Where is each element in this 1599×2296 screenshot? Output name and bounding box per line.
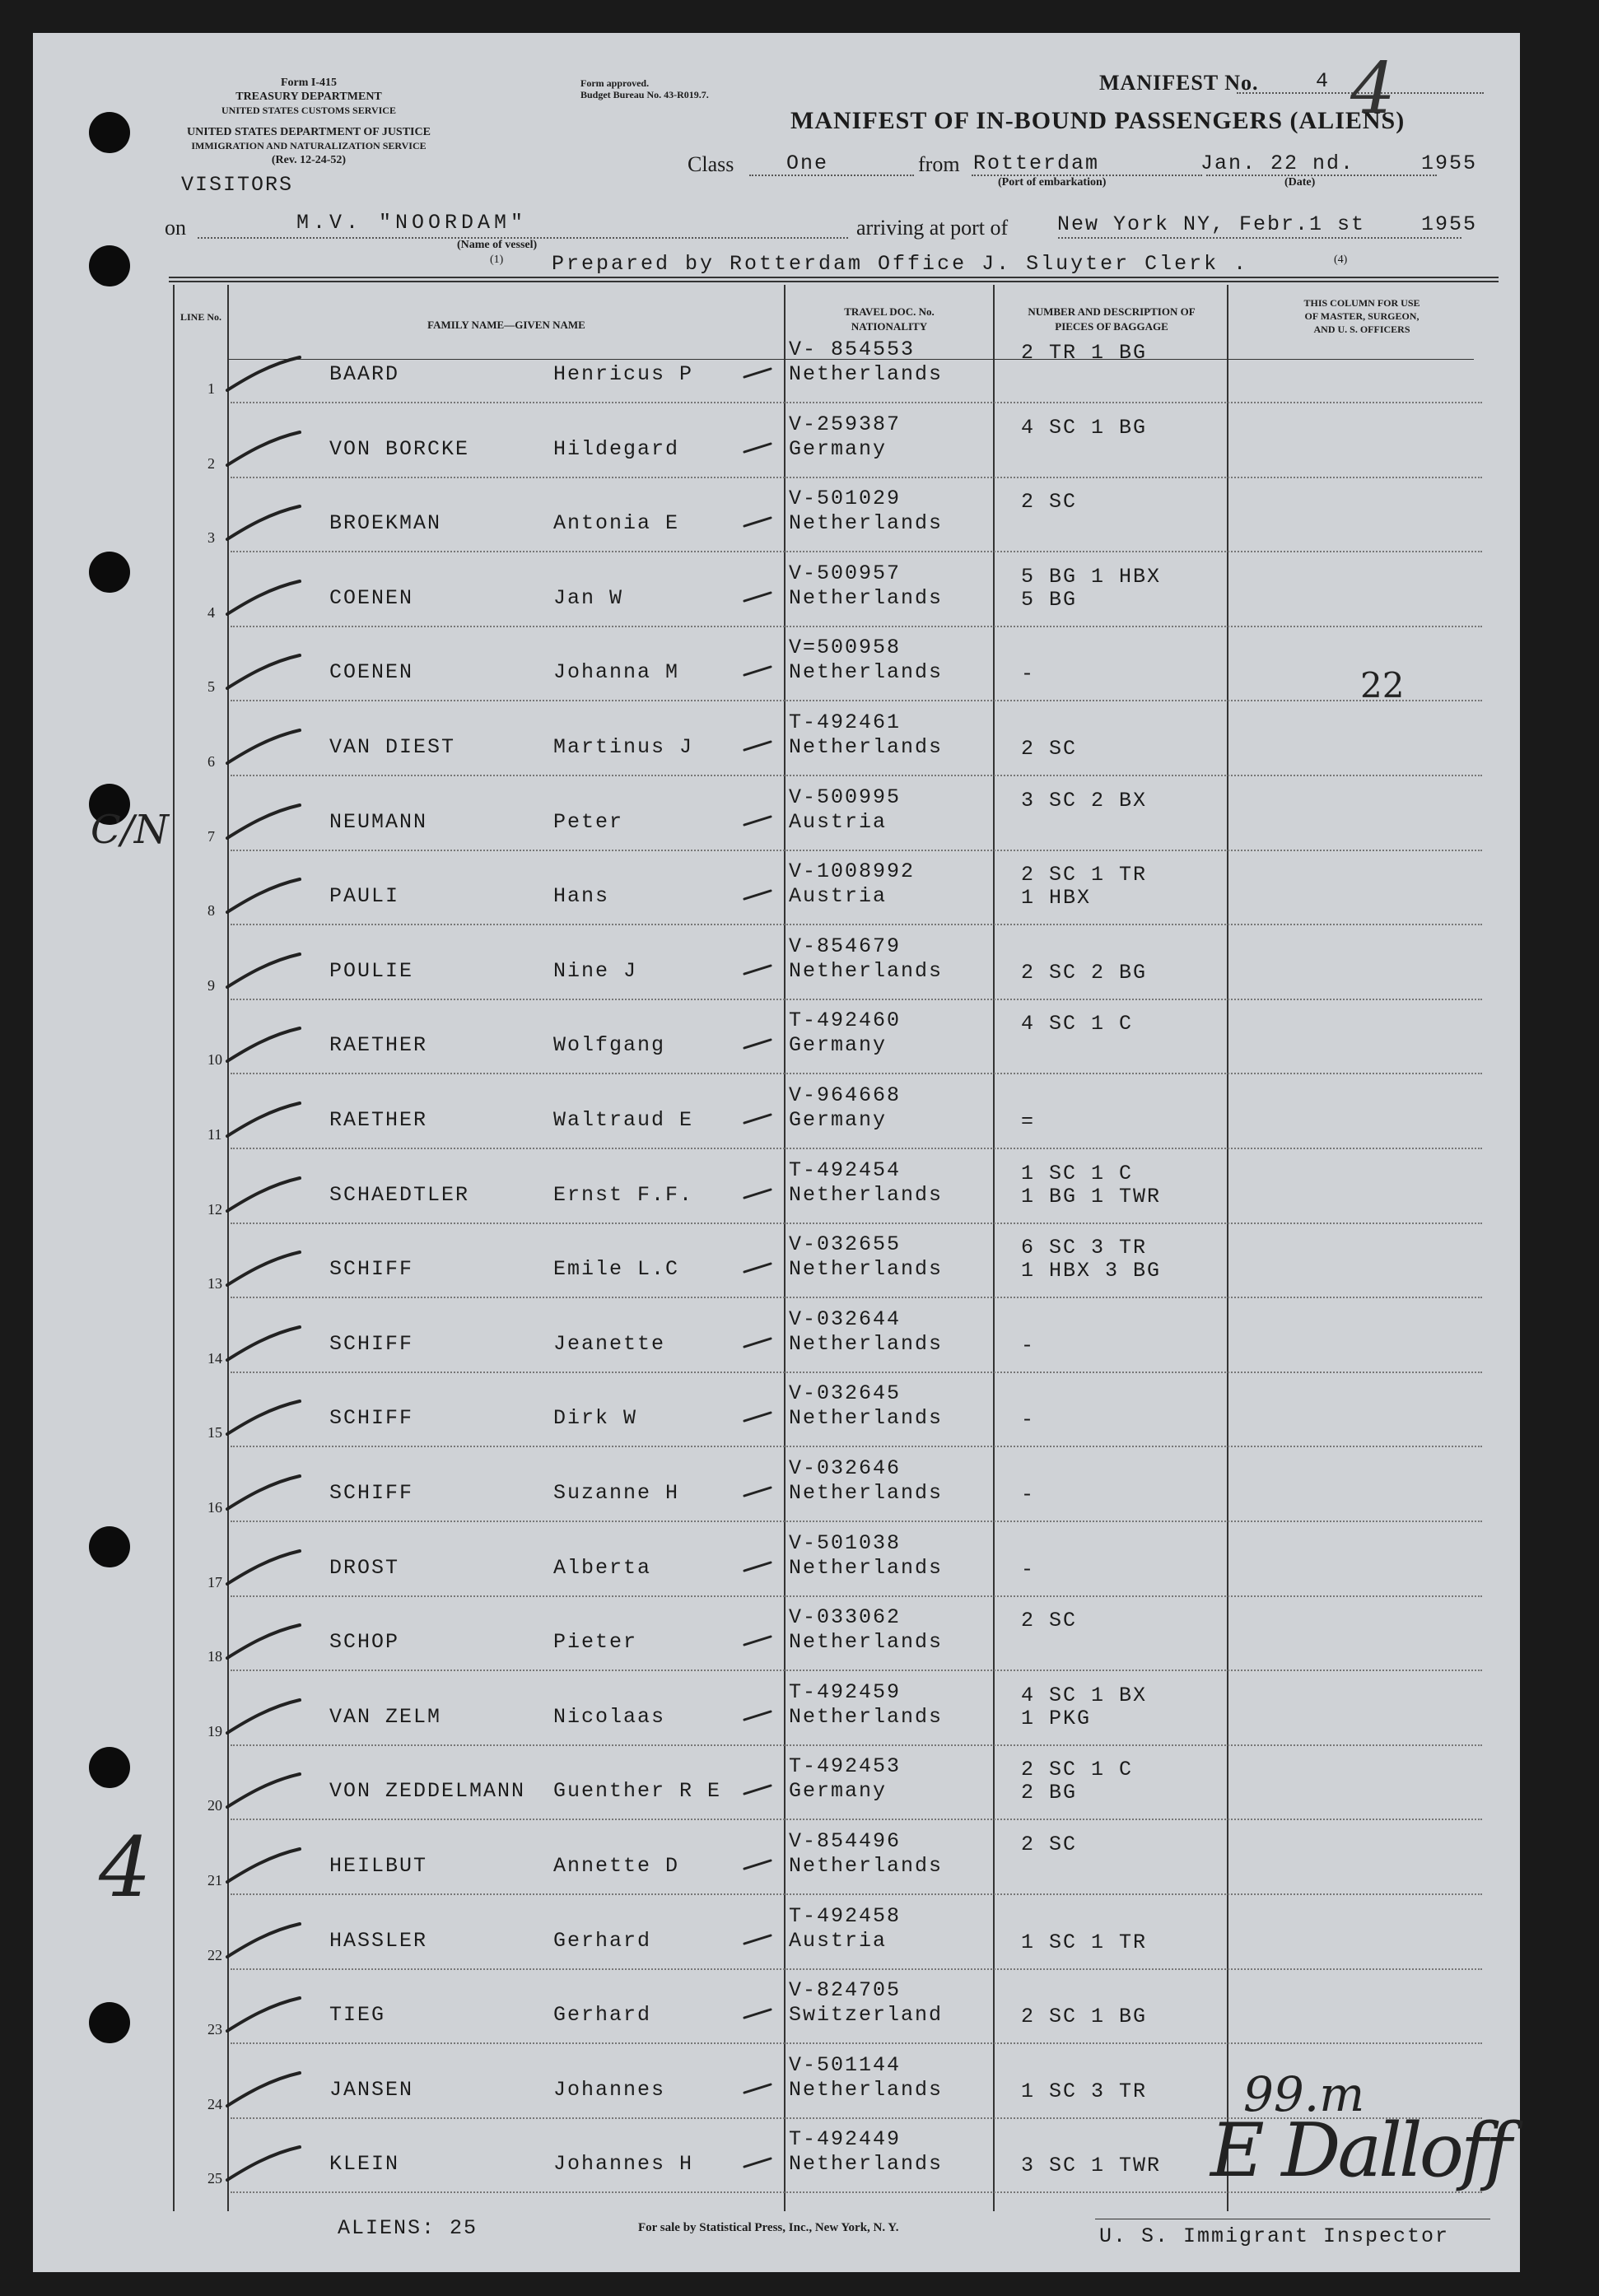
given-name: Dirk W: [553, 1406, 638, 1431]
table-row: [33, 1896, 1499, 1970]
family-name: PAULI: [329, 884, 400, 909]
nationality: Netherlands: [789, 660, 944, 685]
given-name: Alberta: [553, 1555, 652, 1580]
signature-initials: 99.m: [1243, 2066, 1365, 2122]
family-name: SCHIFF: [329, 1406, 414, 1431]
baggage-line-1: 6 SC 3 TR: [1021, 1236, 1148, 1260]
check-mark-icon: [221, 1398, 303, 1439]
check-mark-icon: [221, 429, 303, 470]
table-row: [33, 702, 1499, 776]
table-row: [33, 1150, 1499, 1224]
travel-doc-number: V=500958: [789, 636, 902, 660]
dash-mark-icon: [741, 1556, 774, 1576]
dash-mark-icon: [741, 1183, 774, 1203]
line-number: 22: [207, 1946, 222, 1963]
dash-mark-icon: [741, 1257, 774, 1277]
given-name: Johannes H: [553, 2152, 694, 2177]
baggage-line-2: -: [1021, 662, 1036, 687]
given-name: Pieter: [553, 1630, 638, 1655]
family-name: SCHOP: [329, 1630, 400, 1655]
given-name: Henricus P: [553, 362, 694, 386]
check-mark-icon: [221, 2070, 303, 2111]
col-line-no: LINE No.: [179, 311, 221, 323]
dash-mark-icon: [741, 959, 774, 979]
line-number: 2: [207, 454, 215, 472]
travel-doc-number: V-032646: [789, 1456, 902, 1480]
nationality: Netherlands: [789, 958, 944, 983]
travel-doc-number: V-032645: [789, 1381, 902, 1406]
travel-doc-number: V-501029: [789, 487, 902, 511]
line-number: 23: [207, 2021, 222, 2038]
family-name: TIEG: [329, 2003, 386, 2028]
dash-mark-icon: [741, 660, 774, 680]
given-name: Gerhard: [553, 1928, 652, 1953]
footnote-4: (4): [1334, 254, 1348, 266]
nationality: Netherlands: [789, 511, 944, 536]
check-mark-icon: [221, 2144, 303, 2185]
customs-service: UNITED STATES CUSTOMS SERVICE: [221, 105, 396, 116]
family-name: HASSLER: [329, 1928, 428, 1953]
baggage-line-1: 4 SC 1 BX: [1021, 1683, 1148, 1707]
manifest-page: [33, 33, 1520, 2272]
nationality: Switzerland: [789, 2003, 944, 2028]
family-name: NEUMANN: [329, 809, 428, 834]
given-name: Gerhard: [553, 2003, 652, 2028]
nationality: Netherlands: [789, 2152, 944, 2177]
arrival-year: 1955: [1421, 212, 1478, 236]
arriving-label: arriving at port of: [856, 216, 1009, 240]
check-mark-icon: [221, 1846, 303, 1887]
given-name: Johanna M: [553, 660, 680, 685]
dash-mark-icon: [741, 1108, 774, 1128]
aliens-total: ALIENS: 25: [338, 2216, 478, 2240]
table-row: [33, 1448, 1499, 1522]
line-number: 6: [207, 753, 215, 770]
manifest-number: 4: [1316, 69, 1331, 93]
table-row: [33, 1299, 1499, 1373]
line-number: 17: [207, 1573, 222, 1590]
dash-mark-icon: [741, 1481, 774, 1501]
given-name: Emile L.C: [553, 1257, 680, 1282]
line-number: 14: [207, 1349, 222, 1367]
given-name: Suzanne H: [553, 1481, 680, 1505]
dash-mark-icon: [741, 1779, 774, 1799]
dash-mark-icon: [741, 1705, 774, 1725]
given-name: Jan W: [553, 585, 624, 610]
family-name: SCHIFF: [329, 1257, 414, 1282]
line-number: 20: [207, 1797, 222, 1814]
travel-doc-number: V-033062: [789, 1605, 902, 1630]
baggage-line-2: -: [1021, 1408, 1036, 1432]
dash-mark-icon: [741, 362, 774, 382]
table-row: [33, 777, 1499, 851]
dash-mark-icon: [741, 437, 774, 457]
check-mark-icon: [221, 578, 303, 619]
nationality: Netherlands: [789, 1406, 944, 1431]
baggage-line-1: 2 TR 1 BG: [1021, 341, 1148, 365]
given-name: Peter: [553, 809, 624, 834]
baggage-line-2: 1 PKG: [1021, 1706, 1092, 1730]
family-name: VON ZEDDELMANN: [329, 1779, 526, 1804]
dash-mark-icon: [741, 2078, 774, 2098]
check-mark-icon: [221, 1921, 303, 1962]
baggage-line-2: =: [1021, 1110, 1036, 1134]
col-name: FAMILY NAME—GIVEN NAME: [427, 319, 585, 331]
baggage-line-2: -: [1021, 1333, 1036, 1358]
nationality: Netherlands: [789, 735, 944, 759]
printer-note: For sale by Statistical Press, Inc., New York, N. Y.: [638, 2221, 899, 2234]
inspector-title: U. S. Immigrant Inspector: [1099, 2224, 1450, 2248]
travel-doc-number: V-854496: [789, 1829, 902, 1853]
dash-mark-icon: [741, 511, 774, 531]
table-row: [33, 926, 1499, 1000]
port-of-embarkation: Rotterdam: [973, 151, 1100, 175]
baggage-line-1: 4 SC 1 C: [1021, 1012, 1134, 1036]
nationality: Germany: [789, 1779, 888, 1804]
footnote-1: (1): [490, 254, 504, 266]
dash-mark-icon: [741, 2152, 774, 2172]
baggage-line-2: 2 SC 2 BG: [1021, 960, 1148, 985]
family-name: RAETHER: [329, 1108, 428, 1132]
line-number: 10: [207, 1051, 222, 1069]
line-number: 8: [207, 902, 215, 920]
col-baggage: NUMBER AND DESCRIPTION OF PIECES OF BAGGAGE: [1028, 305, 1196, 333]
family-name: JANSEN: [329, 2077, 414, 2102]
form-approved: Form approved. Budget Bureau No. 43-R019.7.: [580, 77, 709, 100]
nationality: Netherlands: [789, 585, 944, 610]
given-name: Guenther R E: [553, 1779, 722, 1804]
dash-mark-icon: [741, 884, 774, 904]
travel-doc-number: T-492458: [789, 1903, 902, 1928]
table-row: [33, 329, 1499, 403]
family-name: BAARD: [329, 362, 400, 386]
baggage-line-2: -: [1021, 1557, 1036, 1581]
travel-doc-number: T-492459: [789, 1679, 902, 1704]
travel-doc-number: T-492453: [789, 1754, 902, 1779]
check-mark-icon: [221, 1249, 303, 1290]
check-mark-icon: [221, 802, 303, 843]
nationality: Germany: [789, 1033, 888, 1058]
baggage-line-2: 3 SC 1 TWR: [1021, 2154, 1162, 2178]
officer-note-22: 22: [1360, 665, 1405, 706]
given-name: Waltraud E: [553, 1108, 694, 1132]
baggage-line-1: 5 BG 1 HBX: [1021, 564, 1162, 589]
given-name: Wolfgang: [553, 1033, 666, 1058]
check-mark-icon: [221, 1324, 303, 1365]
line-number: 13: [207, 1275, 222, 1292]
vessel-caption: (Name of vessel): [457, 239, 538, 251]
family-name: KLEIN: [329, 2152, 400, 2177]
check-mark-icon: [221, 1548, 303, 1589]
check-mark-icon: [221, 1100, 303, 1141]
family-name: COENEN: [329, 660, 414, 685]
check-mark-icon: [221, 1995, 303, 2036]
baggage-line-2: 1 HBX 3 BG: [1021, 1259, 1162, 1283]
dash-mark-icon: [741, 735, 774, 755]
departure-year: 1955: [1421, 151, 1478, 175]
nationality: Netherlands: [789, 362, 944, 386]
travel-doc-number: T-492461: [789, 710, 902, 734]
table-row: [33, 1224, 1499, 1298]
baggage-line-1: 2 SC: [1021, 490, 1078, 515]
baggage-line-1: 4 SC 1 BG: [1021, 415, 1148, 440]
given-name: Jeanette: [553, 1331, 666, 1356]
from-label: from: [918, 152, 960, 176]
given-name: Ernst F.F.: [553, 1182, 694, 1207]
dash-mark-icon: [741, 586, 774, 606]
given-name: Martinus J: [553, 735, 694, 759]
table-row: [33, 627, 1499, 701]
dash-mark-icon: [741, 1854, 774, 1874]
line-number: 1: [207, 380, 215, 397]
family-name: BROEKMAN: [329, 511, 442, 536]
line-number: 7: [207, 827, 215, 845]
line-number: 18: [207, 1648, 222, 1665]
nationality: Netherlands: [789, 1555, 944, 1580]
table-row: [33, 1523, 1499, 1597]
justice-dept: UNITED STATES DEPARTMENT OF JUSTICE IMMIGRATION AND NATURALIZATION SERVICE (Rev. 12-24-52): [187, 126, 431, 166]
form-number: Form I-415 TREASURY DEPARTMENT UNITED STATES CUSTOMS SERVICE: [198, 76, 420, 118]
line-number: 9: [207, 976, 215, 994]
given-name: Nicolaas: [553, 1704, 666, 1729]
table-row: [33, 1970, 1499, 2044]
travel-doc-number: V-500995: [789, 785, 902, 809]
baggage-line-2: -: [1021, 1483, 1036, 1507]
check-mark-icon: [221, 1771, 303, 1812]
baggage-line-2: 2 BG: [1021, 1781, 1078, 1805]
table-row: [33, 1597, 1499, 1671]
baggage-line-1: 2 SC 1 C: [1021, 1758, 1134, 1782]
port-caption: (Port of embarkation): [998, 176, 1107, 189]
check-mark-icon: [221, 1473, 303, 1514]
date-caption: (Date): [1284, 176, 1316, 189]
baggage-line-2: 2 SC: [1021, 737, 1078, 761]
line-number: 4: [207, 603, 215, 621]
line-number: 11: [207, 1126, 222, 1143]
line-number: 24: [207, 2095, 222, 2112]
given-name: Annette D: [553, 1854, 680, 1878]
check-mark-icon: [221, 503, 303, 544]
nationality: Netherlands: [789, 1481, 944, 1505]
check-mark-icon: [221, 652, 303, 693]
nationality: Netherlands: [789, 1331, 944, 1356]
inspector-signature: E Dalloff: [1210, 2107, 1509, 2194]
family-name: POULIE: [329, 958, 414, 983]
visitors-label: VISITORS: [181, 173, 294, 197]
table-row: [33, 404, 1499, 478]
table-row: [33, 1821, 1499, 1895]
family-name: RAETHER: [329, 1033, 428, 1058]
family-name: COENEN: [329, 585, 414, 610]
class-label: Class: [688, 152, 734, 176]
nationality: Netherlands: [789, 1630, 944, 1655]
table-row: [33, 1075, 1499, 1149]
family-name: VAN DIEST: [329, 735, 456, 759]
departure-date: Jan. 22 nd.: [1200, 151, 1355, 175]
check-mark-icon: [221, 1622, 303, 1663]
dash-mark-icon: [741, 1332, 774, 1352]
line-number: 3: [207, 529, 215, 547]
family-name: SCHIFF: [329, 1481, 414, 1505]
nationality: Netherlands: [789, 1704, 944, 1729]
travel-doc-number: V-259387: [789, 412, 902, 436]
col-travel-doc: TRAVEL DOC. No. NATIONALITY: [844, 305, 935, 333]
line-number: 19: [207, 1722, 222, 1739]
on-label: on: [165, 216, 186, 240]
table-row: [33, 1746, 1499, 1820]
binder-hole: [89, 245, 130, 286]
manifest-number-label: MANIFEST No.: [1099, 71, 1259, 95]
travel-doc-number: V-1008992: [789, 859, 916, 884]
line-number: 25: [207, 2170, 222, 2187]
class-value: One: [786, 151, 829, 175]
travel-doc-number: V-854679: [789, 934, 902, 958]
baggage-line-1: 2 SC: [1021, 1609, 1078, 1633]
table-row: [33, 1672, 1499, 1746]
family-name: SCHAEDTLER: [329, 1182, 470, 1207]
prepared-by: Prepared by Rotterdam Office J. Sluyter Clerk .: [552, 252, 1249, 276]
baggage-line-2: 1 HBX: [1021, 886, 1092, 910]
table-row: [33, 553, 1499, 627]
table-row: [33, 851, 1499, 925]
given-name: Nine J: [553, 958, 638, 983]
check-mark-icon: [221, 727, 303, 768]
dash-mark-icon: [741, 2003, 774, 2023]
nationality: Netherlands: [789, 1854, 944, 1878]
line-number: 12: [207, 1200, 222, 1218]
baggage-line-1: 3 SC 2 BX: [1021, 788, 1148, 813]
dash-mark-icon: [741, 1630, 774, 1650]
check-mark-icon: [221, 354, 303, 395]
table-row: [33, 478, 1499, 552]
nationality: Netherlands: [789, 1257, 944, 1282]
nationality: Germany: [789, 1108, 888, 1132]
travel-doc-number: V-964668: [789, 1083, 902, 1107]
baggage-line-2: 1 SC 3 TR: [1021, 2079, 1148, 2103]
travel-doc-number: V-501038: [789, 1530, 902, 1555]
line-number: 5: [207, 678, 215, 696]
baggage-line-2: 5 BG: [1021, 587, 1078, 612]
binder-hole: [89, 112, 130, 153]
nationality: Austria: [789, 1928, 888, 1953]
line-number: 15: [207, 1424, 222, 1441]
given-name: Hans: [553, 884, 610, 909]
family-name: HEILBUT: [329, 1854, 428, 1878]
table-row: [33, 1000, 1499, 1074]
given-name: Johannes: [553, 2077, 666, 2102]
nationality: Netherlands: [789, 2077, 944, 2102]
nationality: Netherlands: [789, 1182, 944, 1207]
nationality: Austria: [789, 884, 888, 909]
family-name: VON BORCKE: [329, 436, 470, 461]
baggage-line-1: 2 SC 1 TR: [1021, 863, 1148, 887]
check-mark-icon: [221, 1025, 303, 1066]
dash-mark-icon: [741, 1929, 774, 1949]
baggage-line-2: 1 BG 1 TWR: [1021, 1184, 1162, 1209]
margin-note-4: 4: [99, 1819, 152, 1916]
nationality: Austria: [789, 809, 888, 834]
travel-doc-number: T-492454: [789, 1157, 902, 1182]
family-name: SCHIFF: [329, 1331, 414, 1356]
page-title: MANIFEST OF IN-BOUND PASSENGERS (ALIENS): [790, 107, 1406, 134]
travel-doc-number: V-032644: [789, 1306, 902, 1331]
given-name: Antonia E: [553, 511, 680, 536]
baggage-line-1: 2 SC: [1021, 1833, 1078, 1856]
family-name: VAN ZELM: [329, 1704, 442, 1729]
check-mark-icon: [221, 1175, 303, 1216]
line-number: 21: [207, 1872, 222, 1888]
arrival-port: New York NY, Febr.1 st: [1057, 212, 1366, 236]
dash-mark-icon: [741, 810, 774, 830]
travel-doc-number: V- 854553: [789, 338, 916, 361]
given-name: Hildegard: [553, 436, 680, 461]
check-mark-icon: [221, 1697, 303, 1738]
travel-doc-number: T-492449: [789, 2127, 902, 2152]
dash-mark-icon: [741, 1406, 774, 1426]
travel-doc-number: V-501144: [789, 2052, 902, 2077]
margin-note-cn: C/N: [91, 807, 169, 853]
check-mark-icon: [221, 876, 303, 917]
baggage-line-2: 1 SC 1 TR: [1021, 1930, 1148, 1954]
line-number: 16: [207, 1499, 222, 1516]
travel-doc-number: V-500957: [789, 561, 902, 585]
table-row: [33, 1373, 1499, 1447]
dash-mark-icon: [741, 1033, 774, 1053]
travel-doc-number: V-824705: [789, 1978, 902, 2003]
nationality: Germany: [789, 436, 888, 461]
manifest-number-handwritten: 4: [1350, 48, 1396, 130]
baggage-line-2: 2 SC 1 BG: [1021, 2005, 1148, 2029]
travel-doc-number: V-032655: [789, 1232, 902, 1257]
baggage-line-1: 1 SC 1 C: [1021, 1161, 1134, 1185]
travel-doc-number: T-492460: [789, 1008, 902, 1033]
vessel-name: M.V. "NOORDAM": [296, 211, 528, 235]
family-name: DROST: [329, 1555, 400, 1580]
treasury-department: TREASURY DEPARTMENT: [235, 91, 382, 103]
col-officers: THIS COLUMN FOR USE OF MASTER, SURGEON, AND U. S. OFFICERS: [1303, 297, 1420, 335]
check-mark-icon: [221, 951, 303, 992]
